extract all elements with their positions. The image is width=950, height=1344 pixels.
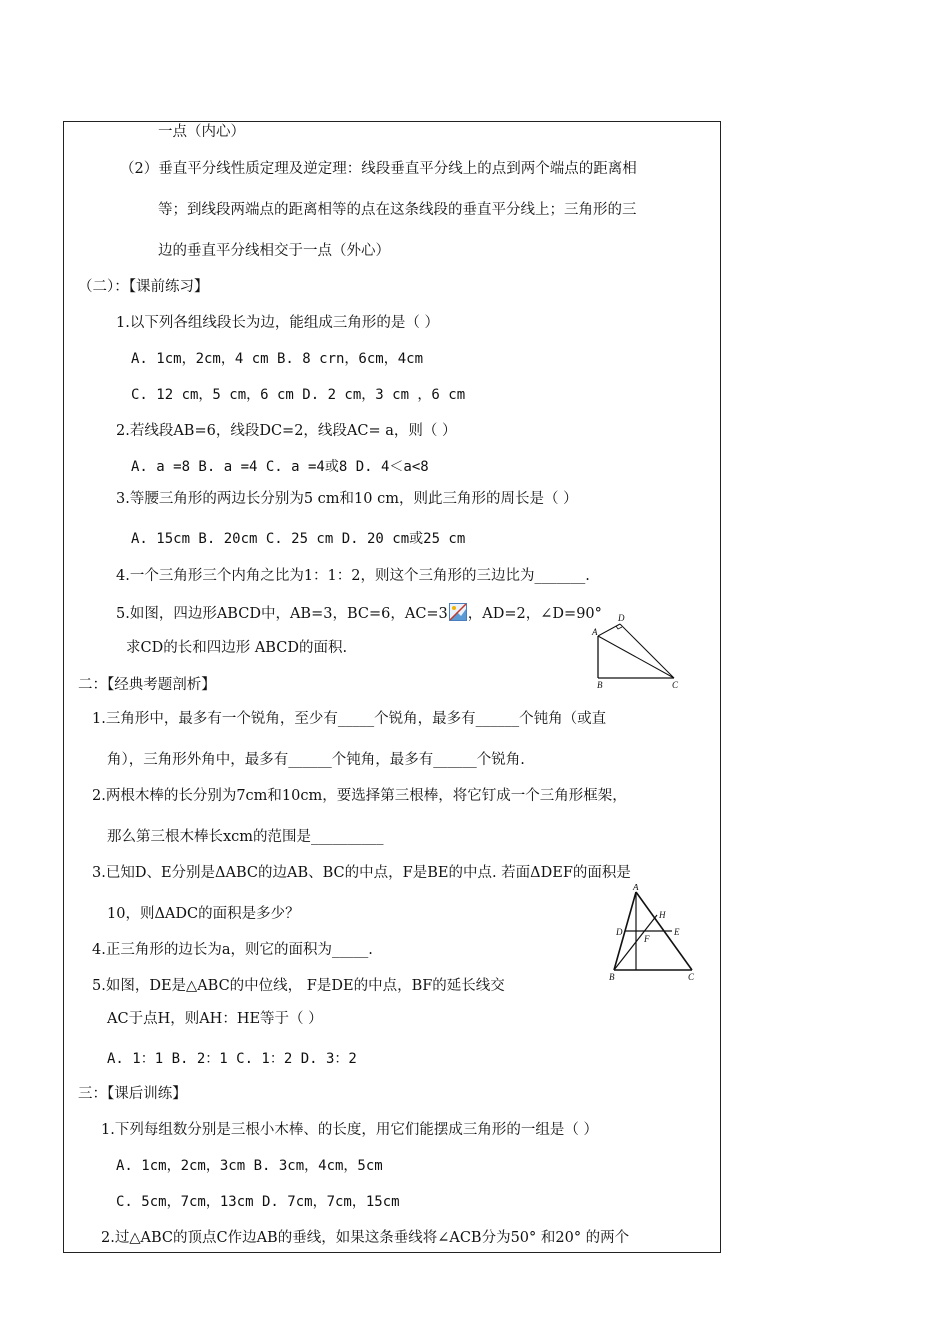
text-line: 等；到线段两端点的距离相等的点在这条线段的垂直平分线上；三角形的三 — [158, 202, 637, 218]
question: 1.三角形中，最多有一个锐角，至少有_____个锐角，最多有______个钝角（或直 — [92, 711, 607, 727]
label-d: D — [618, 613, 625, 623]
question: 4.正三角形的边长为a，则它的面积为_____. — [92, 942, 373, 958]
question: 3.已知D、E分别是ΔABC的边AB、BC的中点，F是BE的中点. 若面ΔDEF的面积是 — [92, 865, 631, 881]
text-line: 边的垂直平分线相交于一点（外心） — [158, 243, 390, 259]
label-e: E — [674, 927, 680, 937]
label-a: A — [633, 884, 639, 892]
triangle-figure — [602, 884, 702, 984]
question: 2.两根木棒的长分别为7cm和10cm，要选择第三根棒，将它钉成一个三角形框架， — [92, 788, 627, 804]
image-icon — [449, 603, 467, 621]
label-f: F — [644, 934, 650, 944]
quadrilateral-figure — [590, 612, 690, 692]
question: 4.一个三角形三个内角之比为1：1：2，则这个三角形的三边比为_______. — [116, 568, 590, 584]
options: C. 12 cm，5 cm，6 cm D. 2 cm，3 cm ，6 cm — [131, 387, 466, 403]
question-part: 5.如图，四边形ABCD中，AB=3，BC=6，AC=3 — [116, 606, 448, 622]
label-a: A — [592, 627, 598, 637]
question: 3.等腰三角形的两边长分别为5 cm和10 cm，则此三角形的周长是（ ） — [116, 491, 578, 507]
question: 2.若线段AB=6，线段DC=2，线段AC= a，则（ ） — [116, 423, 457, 439]
label-b: B — [597, 680, 603, 690]
options: C. 5cm，7cm，13cm D. 7cm，7cm，15cm — [116, 1194, 400, 1210]
question: 10，则ΔADC的面积是多少？ — [107, 906, 300, 922]
options: A. 15cm B. 20cm C. 25 cm D. 20 cm或25 cm — [131, 531, 466, 547]
question: 角），三角形外角中，最多有______个钝角，最多有______个锐角. — [107, 752, 525, 768]
label-c: C — [672, 680, 679, 690]
question: 1.下列每组数分别是三根小木棒、的长度，用它们能摆成三角形的一组是（ ） — [101, 1122, 598, 1138]
question: AC于点H，则AH：HE等于（ ） — [107, 1011, 323, 1027]
text-line: 一点（内心） — [158, 124, 245, 140]
label-b: B — [609, 972, 615, 982]
question-part: ，AD=2，∠D=90° — [467, 606, 602, 622]
question: 求CD的长和四边形 ABCD的面积. — [126, 640, 348, 656]
section-heading: 二：【经典考题剖析】 — [78, 677, 216, 693]
question — [116, 603, 602, 623]
text-line: （2）垂直平分线性质定理及逆定理：线段垂直平分线上的点到两个端点的距离相 — [120, 161, 637, 177]
question: 1.以下列各组线段长为边，能组成三角形的是（ ） — [116, 315, 439, 331]
label-c: C — [688, 972, 695, 982]
question: 5.如图，DE是△ABC的中位线， F是DE的中点，BF的延长线交 — [92, 978, 505, 994]
label-d: D — [616, 927, 623, 937]
question: 那么第三根木棒长xcm的范围是__________ — [107, 829, 384, 845]
question: 2.过△ABC的顶点C作边AB的垂线，如果这条垂线将∠ACB分为50° 和20° 的两个 — [101, 1230, 630, 1246]
section-heading: 三：【课后训练】 — [78, 1086, 187, 1102]
options: A. 1cm，2cm，3cm B. 3cm，4cm，5cm — [116, 1158, 383, 1174]
section-heading: （二）：【课前练习】 — [78, 279, 209, 295]
options: A. 1cm，2cm，4 cm B. 8 crn，6cm，4cm — [131, 351, 424, 367]
options: A. 1：1 B. 2：1 C. 1：2 D. 3：2 — [107, 1051, 357, 1067]
label-h: H — [659, 910, 666, 920]
options: A. a =8 B. a =4 C. a =4或8 D. 4＜a<8 — [131, 459, 429, 475]
